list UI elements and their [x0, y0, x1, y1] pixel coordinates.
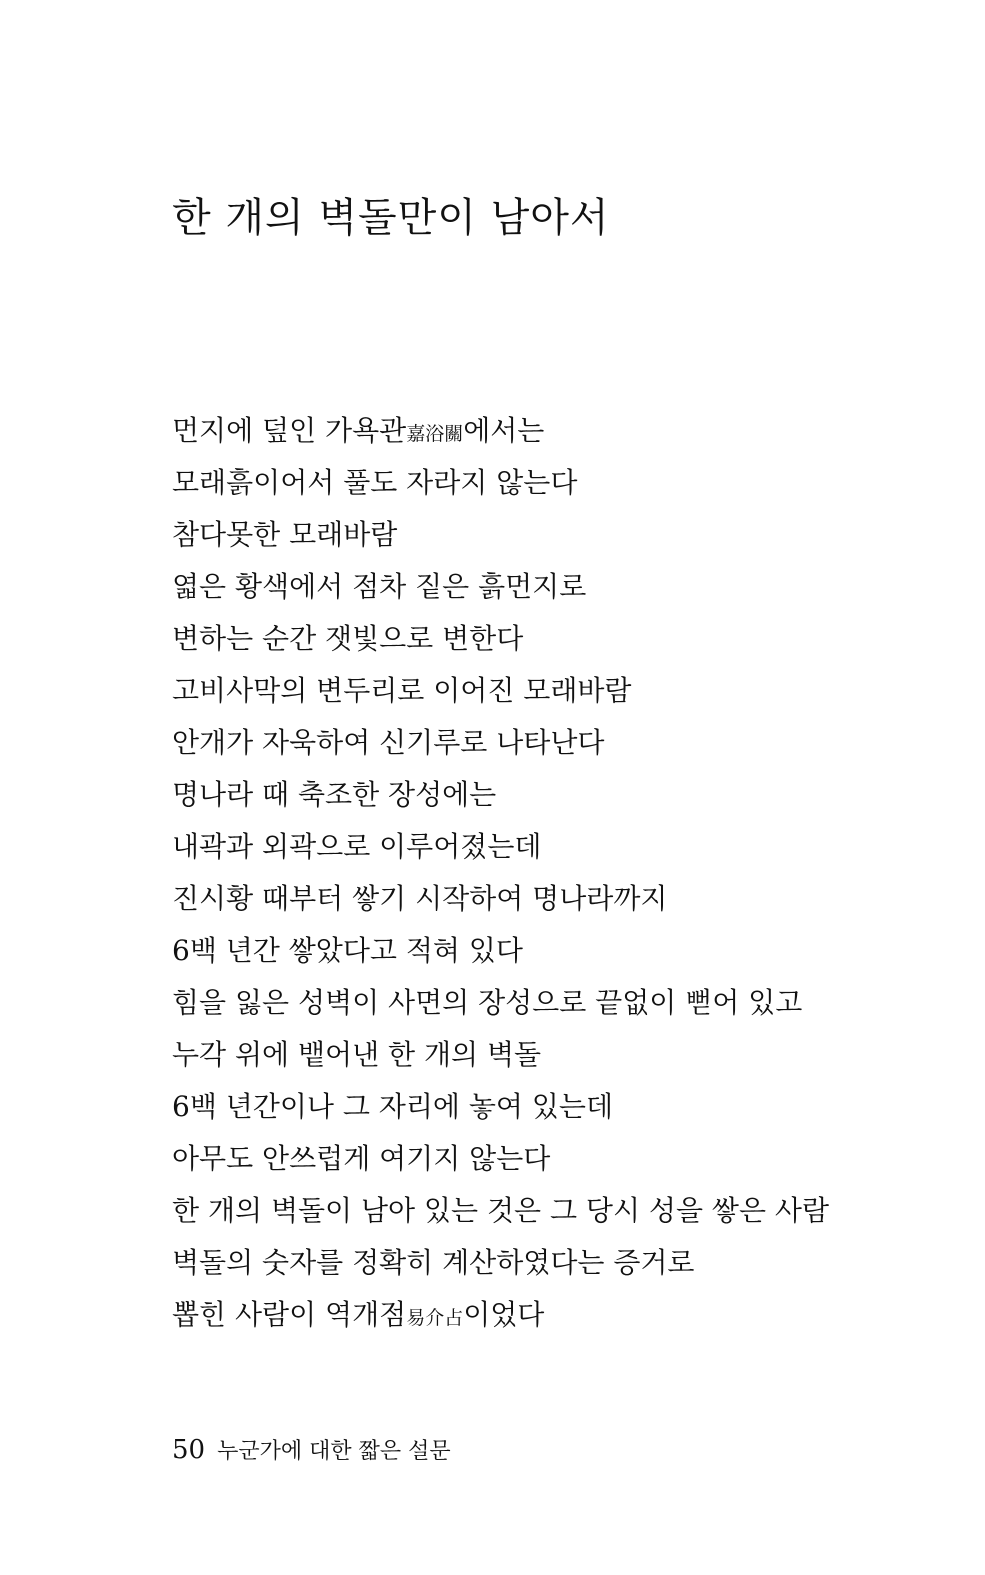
poem-line: 엷은 황색에서 점차 짙은 흙먼지로 — [172, 570, 587, 603]
poem-line: 명나라 때 축조한 장성에는 — [172, 778, 497, 811]
poem-line: 참다못한 모래바람 — [172, 518, 398, 551]
poem-line: 변하는 순간 잿빛으로 변한다 — [172, 622, 524, 655]
poem-line: 6백 년간 쌓았다고 적혀 있다 — [172, 934, 523, 967]
poem-line: 내곽과 외곽으로 이루어졌는데 — [172, 830, 542, 863]
page-number: 50 — [172, 1435, 206, 1465]
poem-line: 진시황 때부터 쌓기 시작하여 명나라까지 — [172, 882, 668, 915]
hanja-annotation: 嘉浴關 — [406, 423, 464, 445]
poem-line: 아무도 안쓰럽게 여기지 않는다 — [172, 1142, 551, 1175]
poem-line: 힘을 잃은 성벽이 사면의 장성으로 끝없이 뻗어 있고 — [172, 986, 803, 1019]
running-book-title: 누군가에 대한 짧은 설문 — [217, 1439, 451, 1464]
poem-line: 고비사막의 변두리로 이어진 모래바람 — [172, 674, 632, 707]
poem-line: 누각 위에 뱉어낸 한 개의 벽돌 — [172, 1038, 542, 1071]
poem-line: 6백 년간이나 그 자리에 놓여 있는데 — [172, 1090, 613, 1123]
line-text: 이었다 — [463, 1298, 545, 1331]
poem-line — [172, 1289, 829, 1341]
line-text: 뽑힌 사람이 역개점 — [172, 1298, 407, 1331]
poem-title: 한 개의 벽돌만이 남아서 — [172, 195, 610, 241]
poem-line: 벽돌의 숫자를 정확히 계산하였다는 증거로 — [172, 1246, 695, 1279]
line-text: 에서는 — [463, 414, 545, 447]
page-footer — [172, 1430, 451, 1470]
hanja-annotation: 易介占 — [406, 1307, 464, 1329]
poem-body — [172, 405, 829, 1341]
poem-line: 한 개의 벽돌이 남아 있는 것은 그 당시 성을 쌓은 사람 — [172, 1194, 830, 1227]
line-text: 먼지에 덮인 가욕관 — [172, 414, 407, 447]
poem-line: 모래흙이어서 풀도 자라지 않는다 — [172, 466, 578, 499]
poem-line — [172, 405, 829, 457]
poem-line: 안개가 자욱하여 신기루로 나타난다 — [172, 726, 605, 759]
